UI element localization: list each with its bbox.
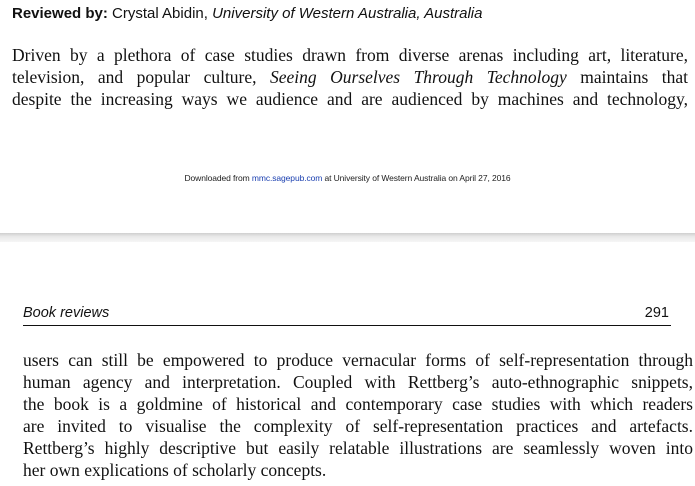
top-page xyxy=(0,0,695,233)
running-head xyxy=(23,304,671,326)
paragraph-line: her own explications of scholarly concepts. xyxy=(23,460,327,480)
bottom-page xyxy=(0,242,695,486)
download-notice xyxy=(0,173,695,183)
reviewer-affiliation: University of Western Australia, Australia xyxy=(212,5,483,22)
book-title: Seeing Ourselves Through Technology xyxy=(270,67,567,87)
running-head-title: Book reviews xyxy=(23,305,110,321)
reviewer-line xyxy=(12,5,482,23)
paragraph-line: are invited to visualise the complexity of self-representation practices and artefacts. xyxy=(23,416,693,436)
page-number: 291 xyxy=(644,305,669,321)
bottom-paragraph xyxy=(23,349,693,481)
text-segment: television, and popular culture, xyxy=(12,67,270,87)
reviewed-by-label: Reviewed by: xyxy=(12,5,108,22)
paragraph-line: users can still be empowered to produce vernacular forms of self-representation through xyxy=(23,350,693,370)
paragraph-line: despite the increasing ways we audience and are audienced by machines and technology, xyxy=(12,89,688,109)
paragraph-line: Rettberg’s highly descriptive but easily relatable illustrations are seamlessly woven into xyxy=(23,438,693,458)
paragraph-line: Driven by a plethora of case studies drawn from diverse arenas including art, literature, xyxy=(12,45,688,65)
text-segment: maintains that xyxy=(566,67,688,87)
reviewer-name: Crystal Abidin, xyxy=(112,5,213,22)
top-paragraph xyxy=(12,44,688,110)
paragraph-line xyxy=(12,66,688,88)
download-suffix: at University of Western Australia on April 27, 2016 xyxy=(322,173,511,183)
paragraph-line: the book is a goldmine of historical and contemporary case studies with which readers xyxy=(23,394,693,414)
paragraph-line: human agency and interpretation. Coupled with Rettberg’s auto-ethnographic snippets, xyxy=(23,372,693,392)
page-separator xyxy=(0,233,695,242)
download-link[interactable]: mmc.sagepub.com xyxy=(251,173,323,183)
download-prefix: Downloaded from xyxy=(184,173,252,183)
